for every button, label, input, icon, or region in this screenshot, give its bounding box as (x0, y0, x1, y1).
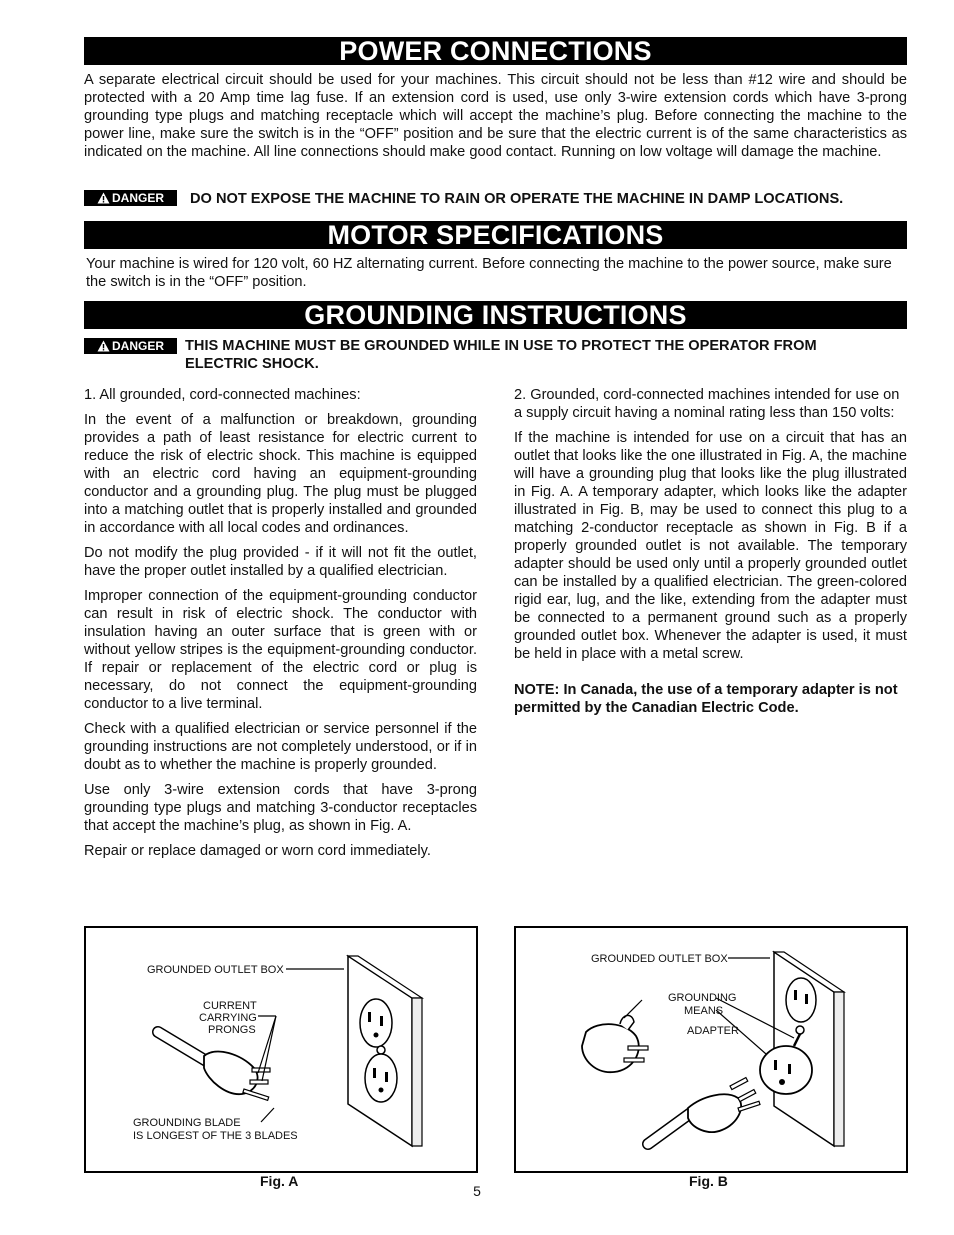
grounding-left-paragraph: Check with a qualified electrician or service personnel if the grounding instructions are not completely understood, or if in doubt as to whether the machine is properly grounded. (84, 721, 477, 773)
figure-b (514, 926, 908, 1173)
grounding-left-paragraph: In the event of a malfunction or breakdown, grounding provides a path of least resistance for electric current to reduce the risk of electric shock. This machine is equipped with an electric cord having an equipment-grounding conductor and a grounding plug. The plug must be plugged into a matching outlet that is properly installed and grounded in accordance with all local codes and ordinances. (84, 412, 477, 536)
danger-badge (84, 338, 177, 354)
label-prongs: PRONGS (208, 1024, 256, 1036)
label-means: MEANS (684, 1005, 724, 1017)
grounding-right-paragraph: If the machine is intended for use on a circuit that has an outlet that looks like the one illustrated in Fig. A, the machine will have a grounding plug that looks like the plug illustrated in Fig. A. A temporary adapter, which looks like the adapter illustrated in Fig. B, may be used to connect this plug to a matching 2-conductor receptacle as shown in Fig. B if a properly grounded outlet is not available. The temporary adapter should be used only until a properly grounded outlet can be installed by a qualified electrician. The green-colored rigid ear, lug, and the like, extending from the adapter must be connected to a permanent ground such as a properly grounded outlet box. Whenever the adapter is used, it must be held in place with a metal screw. (514, 430, 907, 662)
figure-a (84, 926, 478, 1173)
label-grounding: GROUNDING (668, 992, 737, 1004)
label-longest-blade: IS LONGEST OF THE 3 BLADES (133, 1130, 298, 1142)
grounding-left-paragraph: Improper connection of the equipment-grounding conductor can result in risk of electric shock. The conductor with insulation having an outer surface that is green with or without yellow stripes is the equipment-grounding conductor. If repair or replacement of the electric cord or plug is necessary, do not connect the equipment-grounding conductor to a live terminal. (84, 588, 477, 712)
danger-grounding-warning: THIS MACHINE MUST BE GROUNDED WHILE IN USE TO PROTECT THE OPERATOR FROM ELECTRIC SHOCK. (185, 338, 817, 372)
canada-note: NOTE: In Canada, the use of a temporary adapter is not permitted by the Canadian Electric Code. (514, 682, 898, 716)
label-carrying: CARRYING (199, 1012, 257, 1024)
figure-a-caption: Fig. A (260, 1173, 299, 1189)
label-grounding-blade: GROUNDING BLADE (133, 1117, 241, 1129)
grounding-left-paragraph: Do not modify the plug provided - if it will not fit the outlet, have the proper outlet installed by a qualified electrician. (84, 545, 477, 579)
label-grounded-outlet-box: GROUNDED OUTLET BOX (591, 953, 728, 965)
label-grounded-outlet-box: GROUNDED OUTLET BOX (147, 964, 284, 976)
motor-specifications-heading: MOTOR SPECIFICATIONS (84, 221, 907, 249)
grounding-left-paragraph: Repair or replace damaged or worn cord immediately. (84, 843, 431, 859)
grounding-right-column (514, 386, 907, 724)
figure-b-caption: Fig. B (689, 1173, 728, 1189)
power-connections-heading: POWER CONNECTIONS (84, 37, 907, 65)
danger-badge-label: DANGER (111, 191, 164, 205)
danger-badge (84, 190, 177, 206)
motor-specifications-body: Your machine is wired for 120 volt, 60 HZ alternating current. Before connecting the machine to the power source, make sure the switch is in the “OFF” position. (86, 256, 892, 290)
label-current: CURRENT (203, 1000, 257, 1012)
grounding-instructions-heading: GROUNDING INSTRUCTIONS (84, 301, 907, 329)
danger-badge-label: DANGER (111, 339, 164, 353)
label-adapter: ADAPTER (687, 1025, 739, 1037)
page-number: 5 (473, 1183, 481, 1199)
grounding-left-paragraph: Use only 3-wire extension cords that have 3-prong grounding type plugs and matching 3-conductor receptacles that accept the machine’s plug, as shown in Fig. A. (84, 782, 477, 834)
warning-triangle-icon (97, 192, 110, 204)
power-connections-body: A separate electrical circuit should be used for your machines. This circuit should not be less than #12 wire and should be protected with a 20 Amp time lag fuse. If an extension cord is used, use only 3-wire extension cords which have 3-prong grounding type plugs and matching receptacle which will accept the machine’s plug. Before connecting the machine to the power line, make sure the switch is in the “OFF” position and be sure that the electric current is of the same characteristics as indicated on the machine. All line connections should make good contact. Running on low voltage will damage the machine. (84, 72, 907, 160)
grounding-left-paragraph: 1. All grounded, cord-connected machines: (84, 387, 361, 403)
warning-triangle-icon (97, 340, 110, 352)
grounding-right-paragraph: 2. Grounded, cord-connected machines intended for use on a supply circuit having a nominal rating less than 150 volts: (514, 387, 900, 421)
grounding-left-column (84, 386, 477, 867)
danger-rain-warning: DO NOT EXPOSE THE MACHINE TO RAIN OR OPERATE THE MACHINE IN DAMP LOCATIONS. (190, 191, 844, 207)
